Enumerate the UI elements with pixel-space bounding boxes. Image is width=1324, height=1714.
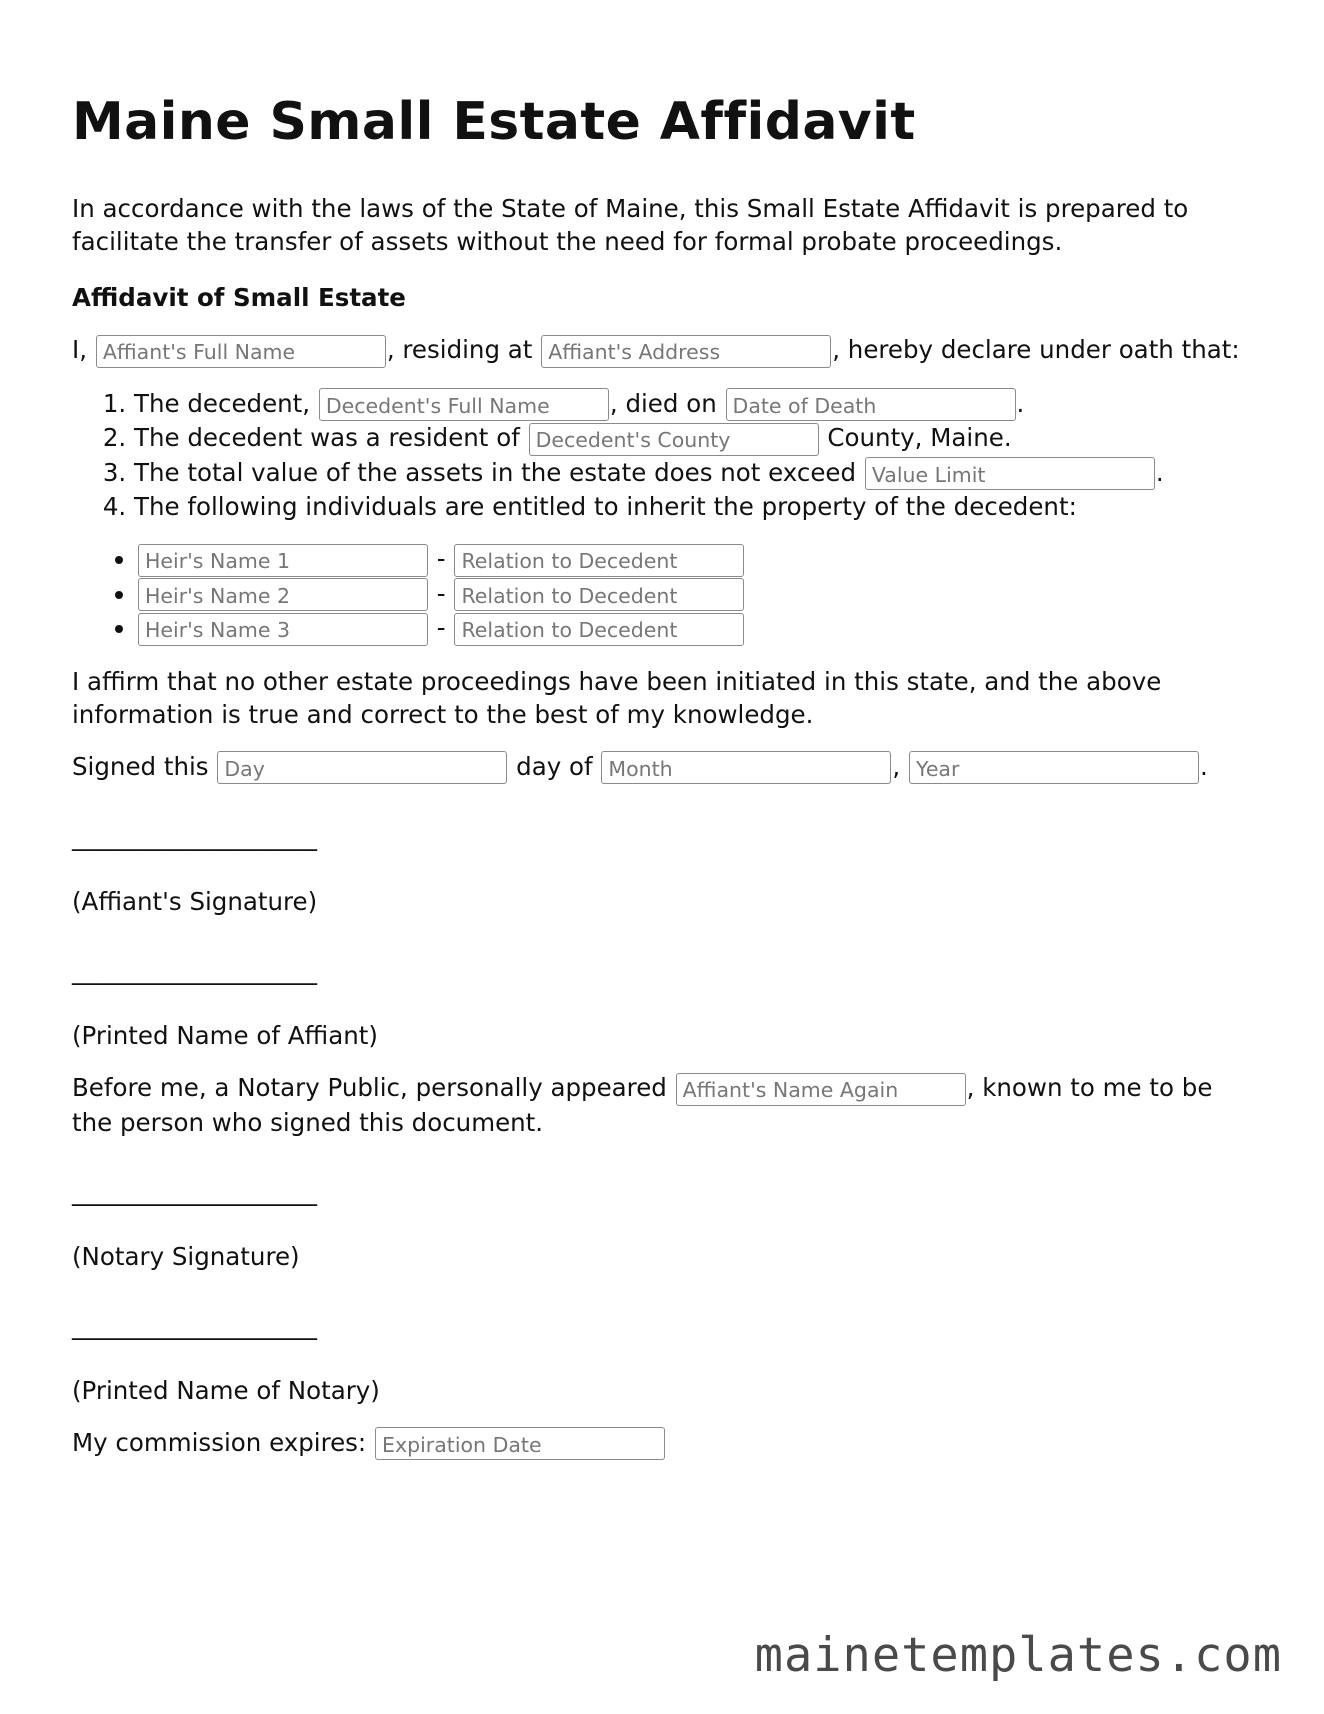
affiant-name-again-input[interactable] xyxy=(676,1073,966,1106)
item3-suffix: . xyxy=(1155,457,1164,487)
commission-label: My commission expires: xyxy=(72,1427,367,1457)
heir-separator: - xyxy=(436,578,446,608)
notary-signature-label: (Notary Signature) xyxy=(72,1241,300,1271)
date-of-death-input[interactable] xyxy=(726,388,1016,421)
heir-name-input[interactable] xyxy=(138,613,428,646)
affirmation-paragraph: I affirm that no other estate proceedings have been initiated in this state, and the above information is true and correct to the best of my knowledge. xyxy=(72,666,1162,729)
heir-row xyxy=(137,542,1252,577)
item2-prefix: The decedent was a resident of xyxy=(134,423,520,452)
day-input[interactable] xyxy=(217,751,507,784)
section-heading: Affidavit of Small Estate xyxy=(72,283,406,312)
declaration-list xyxy=(72,387,1252,524)
intro-paragraph: In accordance with the laws of the State of Maine, this Small Estate Affidavit is prepared to facilitate the transfer of assets without the need for formal probate proceedings. xyxy=(72,194,1189,256)
heir-separator: - xyxy=(436,613,446,642)
date-comma: , xyxy=(892,751,901,781)
item1-middle: , died on xyxy=(609,388,717,418)
list-item-heirs: 4. The following individuals are entitled to inherit the property of the decedent: xyxy=(134,490,1252,523)
heir-row xyxy=(137,577,1252,612)
affiant-address-input[interactable] xyxy=(541,335,831,368)
heir-relation-input[interactable] xyxy=(454,544,744,577)
day-of-text: day of xyxy=(516,751,593,781)
affidavit-document xyxy=(72,92,1252,1479)
expiration-date-input[interactable] xyxy=(375,1427,665,1460)
affiant-printed-name-line: ____________________ xyxy=(72,956,317,985)
year-input[interactable] xyxy=(909,751,1199,784)
signed-prefix: Signed this xyxy=(72,751,209,781)
watermark: mainetemplates.com xyxy=(754,1628,1282,1683)
heir-name-input[interactable] xyxy=(138,544,428,577)
item2-suffix: County, Maine. xyxy=(827,423,1012,452)
affiant-signature-label: (Affiant's Signature) xyxy=(72,887,318,916)
declaration-suffix: , hereby declare under oath that: xyxy=(832,335,1240,364)
notary-printed-name-label: (Printed Name of Notary) xyxy=(72,1375,380,1405)
heir-separator: - xyxy=(436,544,446,573)
item1-prefix: The decedent, xyxy=(134,388,311,418)
heir-relation-input[interactable] xyxy=(454,578,744,611)
notary-prefix: Before me, a Notary Public, personally appeared xyxy=(72,1073,667,1102)
heirs-list xyxy=(72,542,1252,646)
affiant-name-input[interactable] xyxy=(96,335,386,368)
decedent-county-input[interactable] xyxy=(529,423,819,456)
heir-relation-input[interactable] xyxy=(454,613,744,646)
decedent-name-input[interactable] xyxy=(319,388,609,421)
declaration-prefix: I, xyxy=(72,335,88,364)
declaration-paragraph xyxy=(72,333,1252,368)
heir-row xyxy=(137,611,1252,646)
date-period: . xyxy=(1200,751,1208,781)
document-title: Maine Small Estate Affidavit xyxy=(72,92,916,152)
heir-name-input[interactable] xyxy=(138,578,428,611)
month-input[interactable] xyxy=(601,751,891,784)
notary-statement xyxy=(72,1071,1252,1139)
list-item-residence xyxy=(134,421,1252,456)
commission-line xyxy=(72,1426,1252,1461)
item1-suffix: . xyxy=(1016,388,1025,418)
affiant-signature-line: ____________________ xyxy=(72,822,317,851)
residing-text: , residing at xyxy=(386,335,533,364)
notary-signature-line: ____________________ xyxy=(72,1176,317,1206)
item3-prefix: The total value of the assets in the estate does not exceed xyxy=(134,457,857,487)
list-item-decedent xyxy=(134,387,1252,422)
list-item-value-limit xyxy=(134,456,1252,491)
affiant-printed-name-label: (Printed Name of Affiant) xyxy=(72,1021,378,1050)
notary-printed-name-line: ____________________ xyxy=(72,1310,317,1340)
signed-date-line xyxy=(72,750,1252,785)
value-limit-input[interactable] xyxy=(865,457,1155,490)
notary-suffix: , known to me to be the person who signed this document. xyxy=(72,1073,1213,1137)
